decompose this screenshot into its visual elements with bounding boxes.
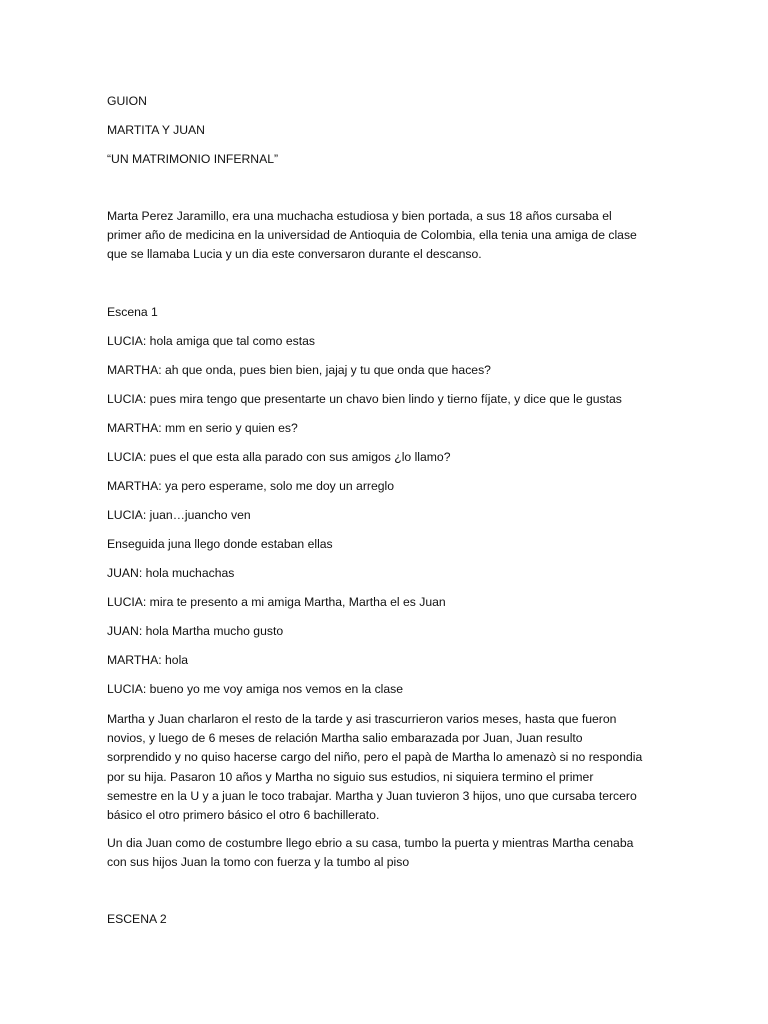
narration-paragraph (107, 710, 647, 825)
doc-title: GUION (107, 94, 147, 108)
dialogue-line: LUCIA: juan…juancho ven (107, 508, 251, 522)
dialogue-line: LUCIA: pues el que esta alla parado con sus amigos ¿lo llamo? (107, 450, 451, 464)
narration-line: con sus hijos Juan la tomo con fuerza y la tumbo al piso (107, 855, 410, 870)
dialogue-line: JUAN: hola Martha mucho gusto (107, 624, 284, 638)
dialogue-line: MARTHA: ya pero esperame, solo me doy un arreglo (107, 479, 394, 493)
narration-line: sorprendido y no quiso hacerse cargo del niño, pero el papà de Martha lo amenazò si no respondia (107, 750, 643, 765)
dialogue-line: JUAN: hola muchachas (107, 566, 235, 580)
dialogue-line: LUCIA: mira te presento a mi amiga Martha, Martha el es Juan (107, 595, 446, 609)
doc-subtitle: MARTITA Y JUAN (107, 123, 205, 137)
doc-tagline: “UN MATRIMONIO INFERNAL” (107, 152, 279, 166)
dialogue-line: MARTHA: hola (107, 653, 189, 667)
narration-line: semestre en la U y a juan le toco trabajar. Martha y Juan tuvieron 3 hijos, uno que cursaba tercero (107, 788, 637, 803)
dialogue-line: MARTHA: mm en serio y quien es? (107, 421, 298, 435)
narration-line: Martha y Juan charlaron el resto de la tarde y asi trascurrieron varios meses, hasta que fueron (107, 712, 617, 726)
narration-line: Un dia Juan como de costumbre llego ebrio a su casa, tumbo la puerta y mientras Martha cenaba (107, 836, 634, 850)
narration-line: básico el otro primero básico el otro 6 bachillerato. (107, 808, 380, 823)
scene-2-heading: ESCENA 2 (107, 912, 167, 926)
scene-1-heading: Escena 1 (107, 305, 158, 319)
dialogue-line: LUCIA: hola amiga que tal como estas (107, 334, 315, 348)
dialogue-line: MARTHA: ah que onda, pues bien bien, jajaj y tu que onda que haces? (107, 363, 491, 377)
dialogue-line: LUCIA: bueno yo me voy amiga nos vemos en la clase (107, 682, 404, 696)
intro-line: que se llamaba Lucia y un dia este conversaron durante el descanso. (107, 247, 482, 262)
intro-line: primer año de medicina en la universidad de Antioquia de Colombia, ella tenia una amiga de clase (107, 228, 637, 243)
narration-line: por su hija. Pasaron 10 años y Martha no siguio sus estudios, ni siquiera termino el primer (107, 769, 594, 784)
dialogue-line: LUCIA: pues mira tengo que presentarte un chavo bien lindo y tierno fíjate, y dice que le gustas (107, 392, 622, 406)
intro-line: Marta Perez Jaramillo, era una muchacha estudiosa y bien portada, a sus 18 años cursaba el (107, 209, 612, 223)
stage-direction: Enseguida juna llego donde estaban ellas (107, 537, 333, 551)
narration-paragraph (107, 834, 647, 872)
intro-paragraph (107, 207, 647, 265)
narration-line: novios, y luego de 6 meses de relación Martha salio embarazada por Juan, Juan resulto (107, 731, 583, 746)
